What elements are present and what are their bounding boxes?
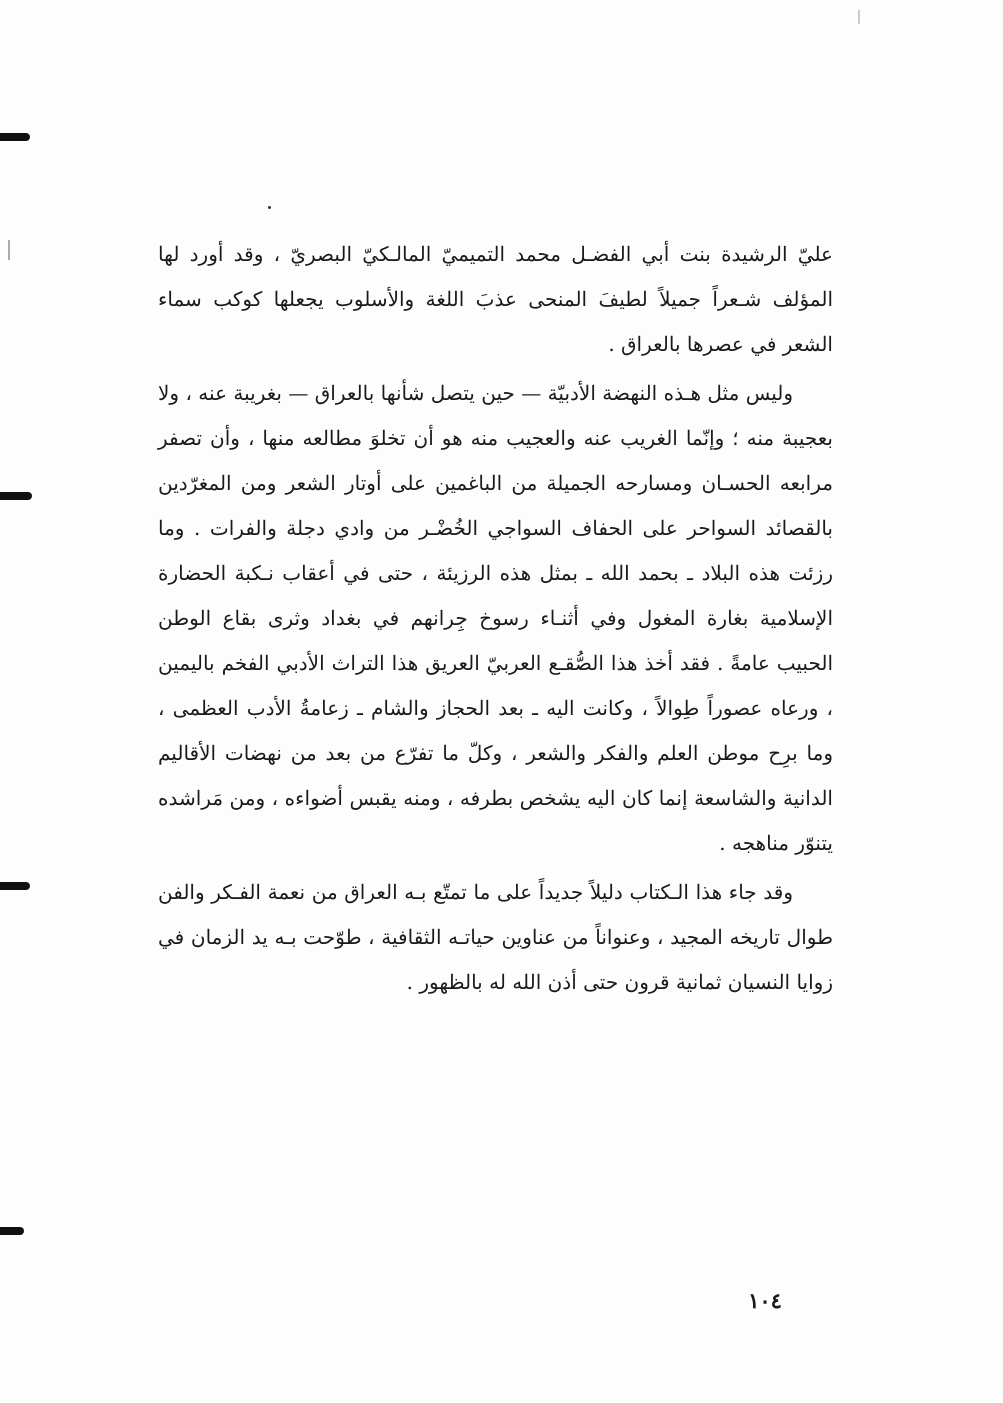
binding-mark (0, 492, 32, 500)
binding-mark (0, 882, 30, 890)
paragraph-1: عليّ الرشيدة بنت أبي الفضـل محمد التميميّ المالـكيّ البصريّ ، وقد أورد لها المؤلف شـعراً جميلاً لطيفَ المنحى عذبَ اللغة والأسلوب يجعلها كوكب سماء الشعر في عصرها بالعراق . (158, 242, 833, 356)
page-number: ١٠٤ (748, 1288, 782, 1313)
binding-mark (0, 133, 30, 141)
scan-artifact (8, 240, 10, 260)
paragraph-3: وقد جاء هذا الـكتاب دليلاً جديداً على ما تمتّع بـه العراق من نعمة الفـكر والفن طوال تاريخه المجيد ، وعنواناً من عناوين حياتـه الثقافية ، طوّحت بـه يد الزمان في زوايا النسيان ثمانية قرون حتى أذن الله له بالظهور . (158, 880, 833, 994)
stray-dot (268, 206, 271, 209)
body-text (158, 232, 833, 1005)
scan-artifact (858, 10, 860, 24)
binding-mark (0, 1227, 24, 1235)
paragraph-2: وليس مثل هـذه النهضة الأدبيّة — حين يتصل شأنها بالعراق — بغريبة عنه ، ولا بعجيبة منه ؛ وإنّما الغريب عنه والعجيب منه هو أن تخلوَ مطالعه منها ، وأن تصفر مرابعه الحسـان ومسارحه الجميلة من الباغمين على أوتار الشعر ومن المغرّدين بالقصائد السواحر على الحفاف السواجي الخُضْـر من وادي دجلة والفرات . وما رزئت هذه البلاد ـ بحمد الله ـ بمثل هذه الرزيئة ، حتى في أعقاب نـكبة الحضارة الإسلامية بغارة المغول وفي أثنـاء رسوخ جِرانهم في بغداد وثرى بقاع الوطن الحبيب عامةً . فقد أخذ هذا الصُّقـع العربيّ العريق هذا التراث الأدبي الفخم باليمين ، ورعاه عصوراً طِوالاً ، وكانت اليه ـ بعد الحجاز والشام ـ زعامةُ الأدب العظمى ، وما برِح موطن العلم والفكر والشعر ، وكلّ ما تفرّع من بعد من نهضات الأقاليم الدانية والشاسعة إنما كان اليه يشخص بطرفه ، ومنه يقبس أضواءه ، ومن مَراشده يتنوّر مناهجه . (158, 381, 833, 855)
